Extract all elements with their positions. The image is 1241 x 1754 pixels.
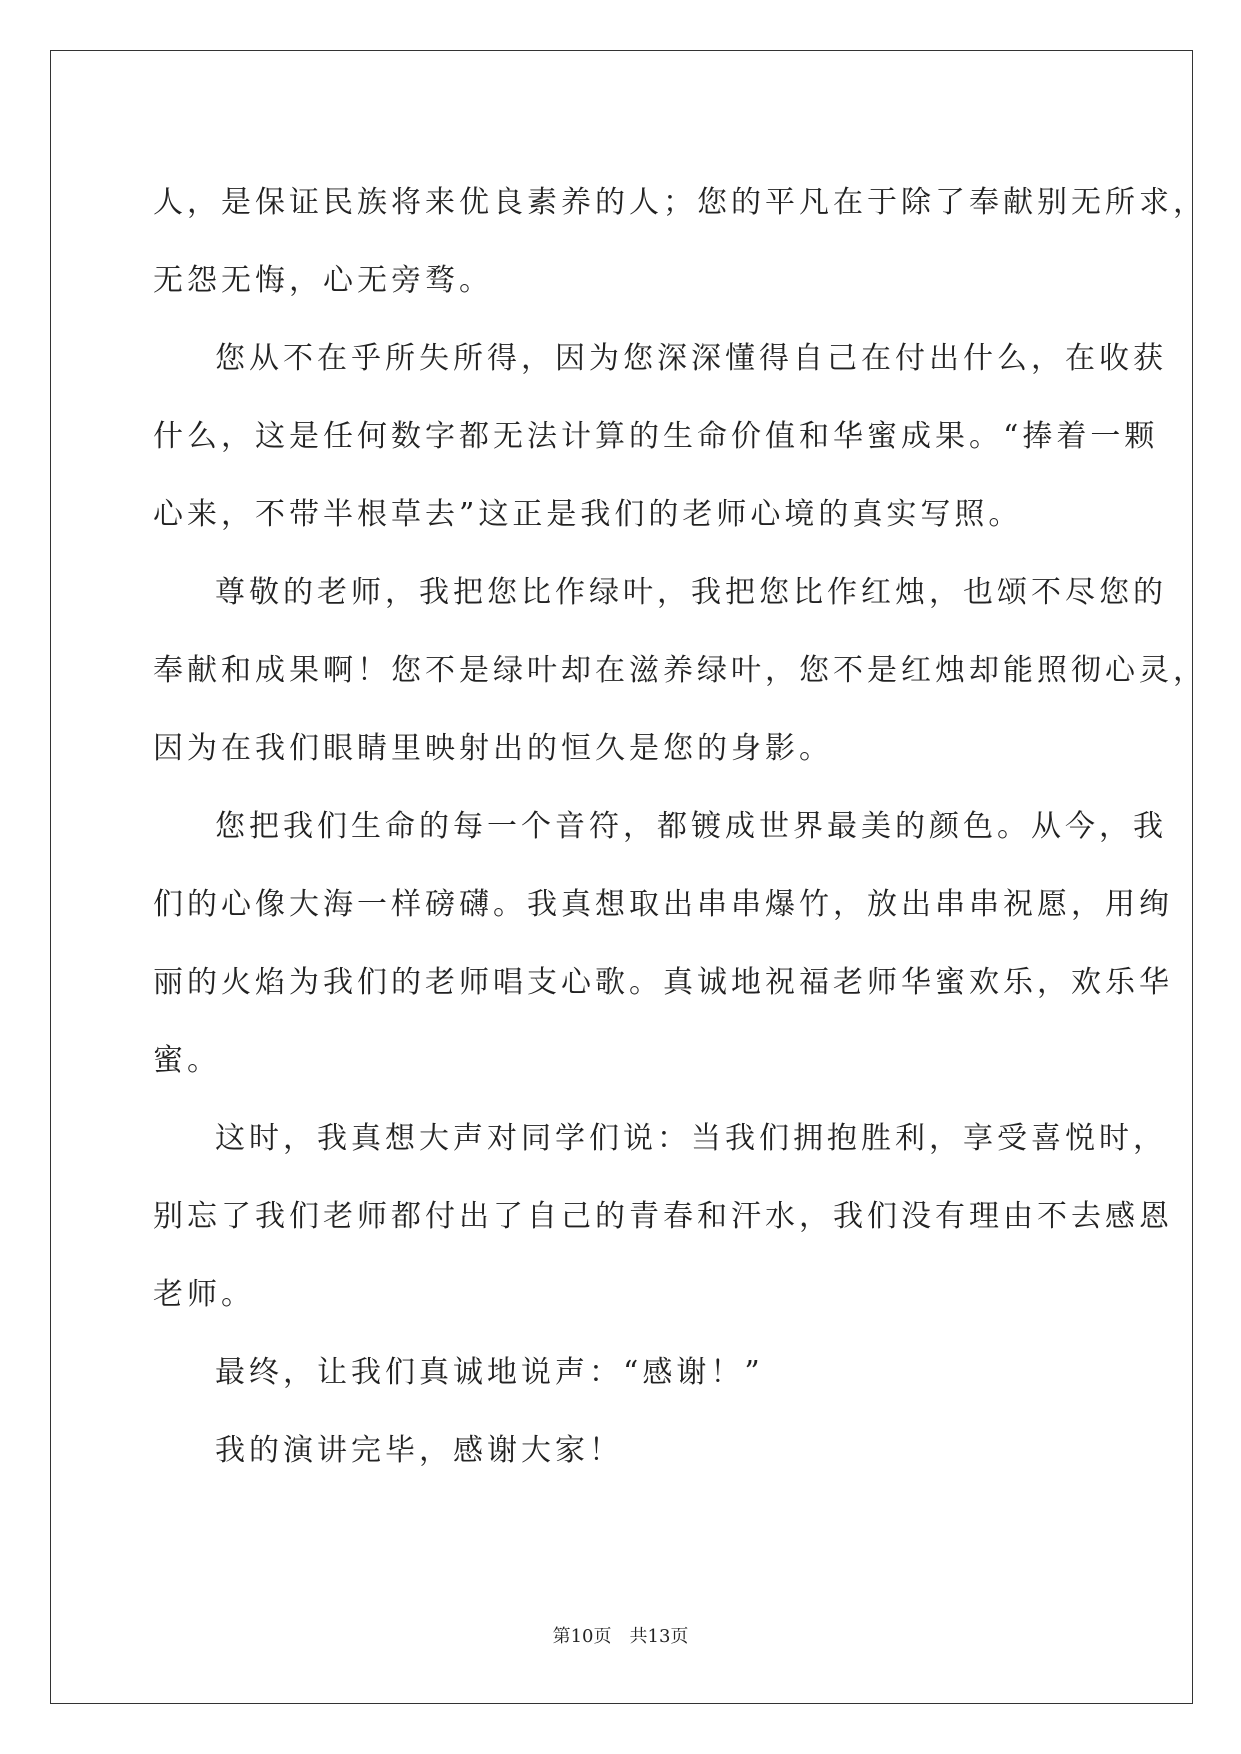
page-number-footer: 第10页 共13页 (552, 1626, 689, 1647)
paragraph-start-line: 您从不在乎所失所得，因为您深深懂得自己在付出什么，在收获 (215, 341, 1167, 376)
document-body (153, 164, 1207, 1490)
paragraph-start-line: 您把我们生命的每一个音符，都镀成世界最美的颜色。从今，我 (215, 809, 1167, 844)
text-line: 因为在我们眼睛里映射出的恒久是您的身影。 (153, 731, 833, 766)
paragraph-start-line: 这时，我真想大声对同学们说：当我们拥抱胜利，享受喜悦时， (215, 1121, 1167, 1156)
text-line: 们的心像大海一样磅礴。我真想取出串串爆竹，放出串串祝愿，用绚 (153, 887, 1173, 922)
paragraph-start-line: 尊敬的老师，我把您比作绿叶，我把您比作红烛，也颂不尽您的 (215, 575, 1167, 610)
text-line: 丽的火焰为我们的老师唱支心歌。真诚地祝福老师华蜜欢乐，欢乐华 (153, 965, 1173, 1000)
text-line: 心来，不带半根草去”这正是我们的老师心境的真实写照。 (153, 497, 1023, 532)
text-line: 无怨无悔，心无旁骛。 (153, 263, 493, 298)
paragraph-start-line: 我的演讲完毕，感谢大家！ (215, 1433, 623, 1468)
paragraph-start-line: 最终，让我们真诚地说声：“感谢！” (215, 1355, 764, 1390)
text-line: 老师。 (153, 1277, 255, 1312)
text-line: 蜜。 (153, 1043, 221, 1078)
text-line: 什么，这是任何数字都无法计算的生命价值和华蜜成果。“捧着一颗 (153, 419, 1159, 454)
text-line: 别忘了我们老师都付出了自己的青春和汗水，我们没有理由不去感恩 (153, 1199, 1173, 1234)
text-line: 奉献和成果啊！您不是绿叶却在滋养绿叶，您不是红烛却能照彻心灵， (153, 653, 1207, 688)
text-line: 人，是保证民族将来优良素养的人；您的平凡在于除了奉献别无所求， (153, 185, 1207, 220)
